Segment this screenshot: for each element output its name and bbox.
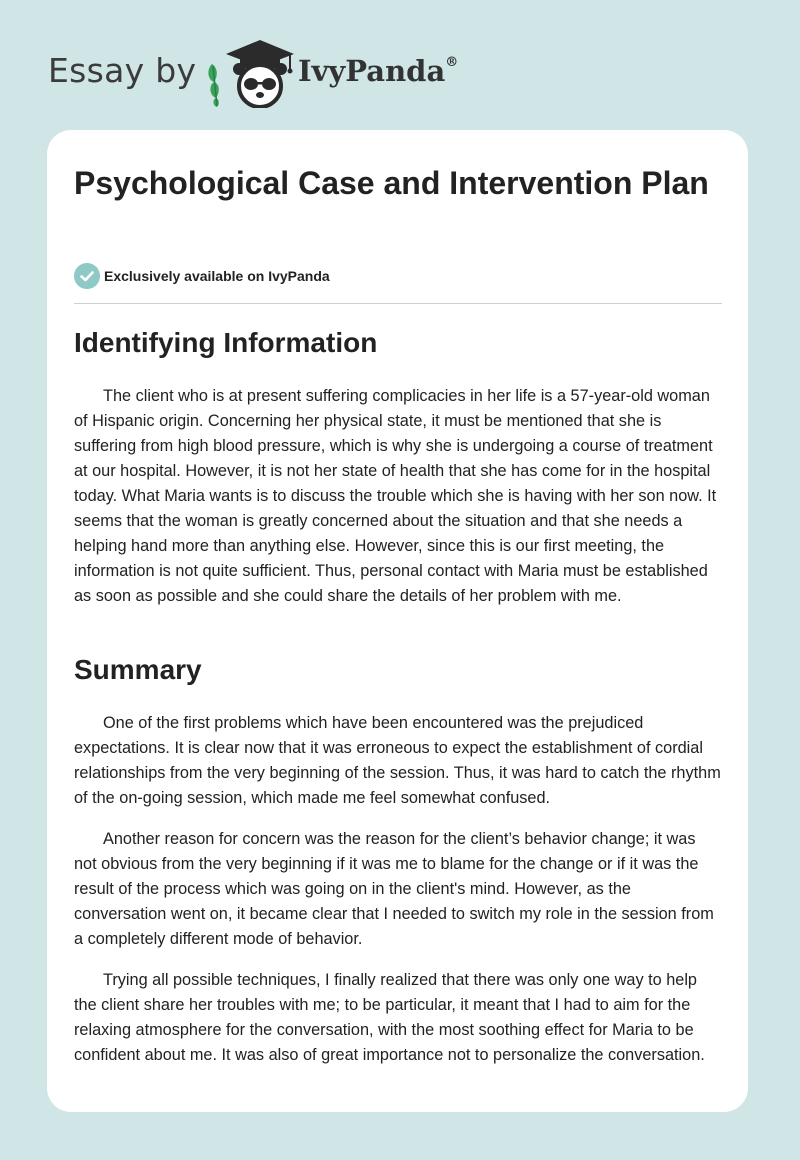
section-heading-summary: Summary — [74, 654, 202, 685]
paragraph: Trying all possible techniques, I finally realized that there was only one way to help the client share her troubles with me; to be particular, it meant that I had to aim for the relaxing atmosphere for the conversation, with the most soothing effect for Maria to be confident about me. It was also of great importance not to personalize the conversation. — [74, 971, 705, 1064]
paragraph: The client who is at present suffering complicacies in her life is a 57-year-old woman of Hispanic origin. Concerning her physical state, it must be mentioned that she is suffering from high blood pressure, which is why she is undergoing a course of treatment at our hospital. However, it is not her state of health that she has come for in the hospital today. What Maria wants is to discuss the trouble which she is having with her son now. It seems that the woman is greatly concerned about the situation and that she needs a helping hand more than anything else. However, since this is our first meeting, the information is not quite sufficient. Thus, personal contact with Maria must be established as soon as possible and she could share the details of her problem with me. — [74, 387, 717, 605]
ivypanda-logo-icon[interactable] — [204, 36, 294, 108]
section-heading-identifying-information: Identifying Information — [74, 327, 378, 358]
brand-text: IvyPanda — [298, 54, 446, 88]
site-header — [48, 38, 748, 108]
exclusive-label: Exclusively available on IvyPanda — [104, 268, 330, 284]
brand-name[interactable] — [298, 54, 458, 88]
registered-mark: ® — [445, 55, 459, 71]
page-title: Psychological Case and Intervention Plan — [74, 165, 709, 201]
paragraph: One of the first problems which have been encountered was the prejudiced expectations. It is clear now that it was erroneous to expect the establishment of cordial relationships from the very beginning of the session. Thus, it was hard to catch the rhythm of the on-going session, which made me feel somewhat confused. — [74, 714, 721, 807]
divider — [74, 303, 722, 304]
paragraph: Another reason for concern was the reason for the client’s behavior change; it was not obvious from the very beginning if it was me to blame for the change or if it was the result of the process which was going on in the client's mind. However, as the conversation went on, it became clear that I needed to switch my role in the session from a completely different mode of behavior. — [74, 830, 714, 948]
essay-card — [47, 130, 748, 1112]
checkmark-icon — [74, 263, 100, 289]
essay-by-label: Essay by — [48, 51, 197, 90]
